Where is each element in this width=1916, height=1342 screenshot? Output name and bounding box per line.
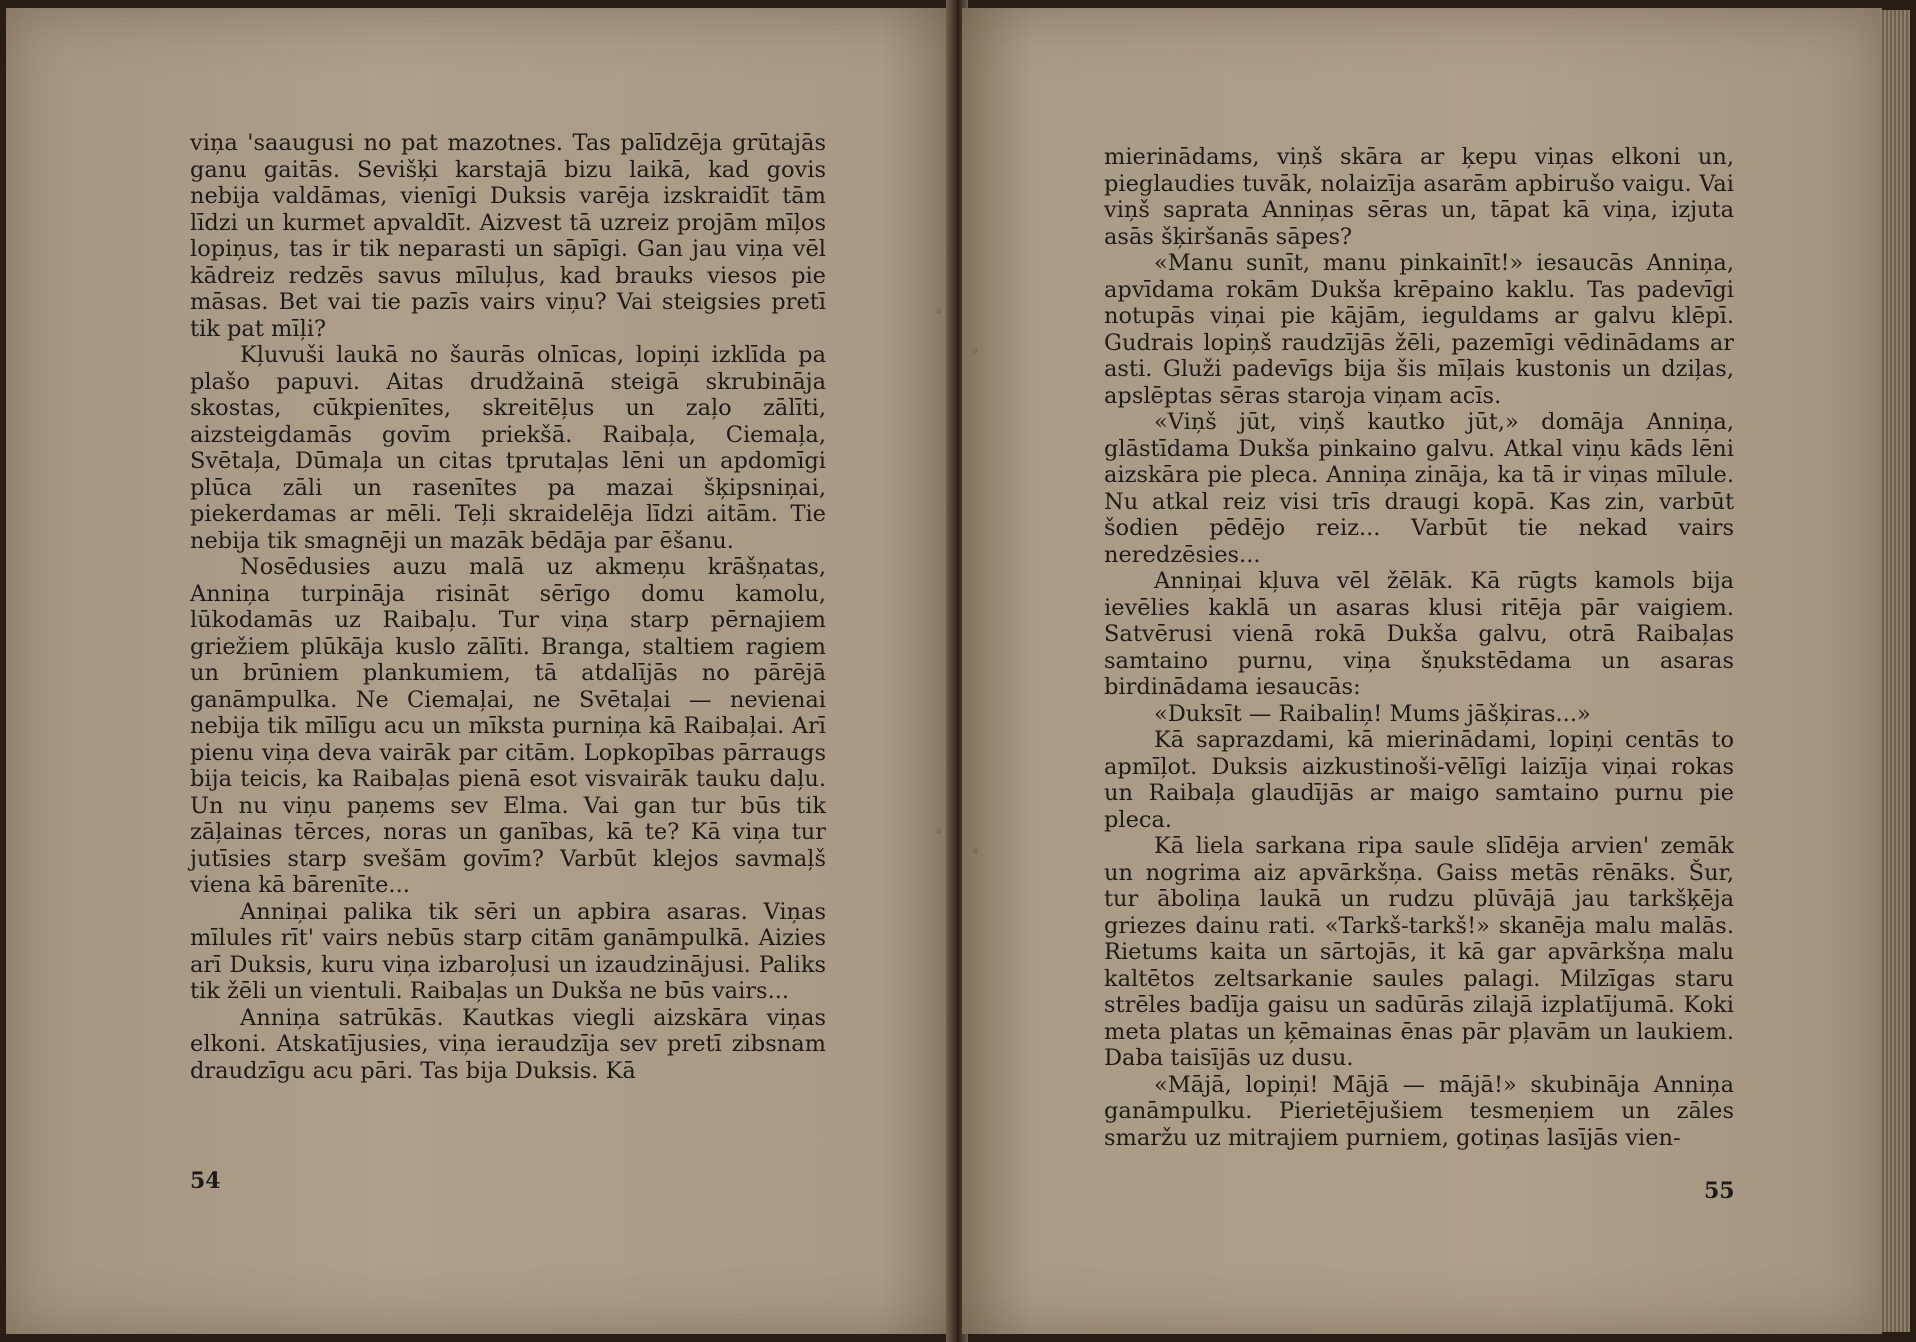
paragraph: «Viņš jūt, viņš kautko jūt,» domāja Anniņa, glāstīdama Dukša pinkaino galvu. Atkal viņu kāds lēni aizskāra pie pleca. Anniņa zināja, ka tā ir viņas mīlule. Nu atkal reiz visi trīs draugi kopā. Kas zin, varbūt šodien pēdējo reiz... Varbūt tie nekad vairs neredzēsies... [1104,409,1734,568]
right-page [962,8,1882,1334]
paragraph: Anniņa satrūkās. Kautkas viegli aizskāra viņas elkoni. Atskatījusies, viņa ieraudzīja sev pretī zibsnam draudzīgu acu pāri. Tas bija Duksis. Kā [190,1004,826,1084]
left-page-text [190,130,826,1084]
paragraph: Nosēdusies auzu malā uz akmeņu krāšņatas, Anniņa turpināja risināt sērīgo domu kamolu, lūkodamās uz Raibaļu. Tur viņa starp pērnajiem griežiem plūkāja kuslo zālīti. Branga, staltiem ragiem un brūniem plankumiem, tā atdalījās no pārējā ganāmpulka. Ne Ciemaļai, ne Svētaļai — nevienai nebija tik mīlīgu acu un mīksta purniņa kā Raibaļai. Arī pienu viņa deva vairāk par citām. Lopkopības pārraugs bija teicis, ka Raibaļas pienā esot visvairāk tauku daļu. Un nu viņu paņems sev Elma. Vai gan tur būs tik zāļainas tērces, noras un ganības, kā te? Kā viņa tur jutīsies starp svešām govīm? Varbūt klejos savmaļš viena kā bārenīte... [190,554,826,898]
paragraph: Kā saprazdami, kā mierinādami, lopiņi centās to apmīļot. Duksis aizkustinoši-vēlīgi laizīja viņai rokas un Raibaļa glaudījās ar maigo samtaino purnu pie pleca. [1104,727,1734,833]
paragraph: mierinādams, viņš skāra ar ķepu viņas elkoni un, pieglaudies tuvāk, nolaizīja asarām apbirušo vaigu. Vai viņš saprata Anniņas sēras un, tāpat kā viņa, izjuta asās šķiršanās sāpes? [1104,144,1734,250]
paragraph: «Manu sunīt, manu pinkainīt!» iesaucās Anniņa, apvīdama rokām Dukša krēpaino kaklu. Tas padevīgi notupās viņai pie kājām, ieguldams ar galvu klēpī. Gudrais lopiņš raudzījās žēli, pazemīgi vēdinādams ar asti. Gluži padevīgs bija šis mīļais kustonis un dziļas, apslēptas sēras staroja viņam acīs. [1104,250,1734,409]
binding-hole [972,848,978,854]
page-number: 54 [190,1168,221,1194]
paragraph: «Duksīt — Raibaliņ! Mums jāšķiras...» [1154,700,1591,727]
binding-hole [936,828,942,834]
left-page [6,8,956,1334]
right-page-text [1104,144,1734,1151]
paragraph: Anniņai palika tik sēri un apbira asaras. Viņas mīlules rīt' vairs nebūs starp citām ganāmpulkā. Aizies arī Duksis, kuru viņa izbaroļusi un izaudzinājusi. Paliks tik žēli un vientuli. Raibaļas un Dukša ne būs vairs... [190,898,826,1004]
paragraph: Kļuvuši laukā no šaurās olnīcas, lopiņi izklīda pa plašo papuvi. Aitas drudžainā steigā skrubināja skostas, cūkpienītes, skreitēļus un zaļo zālīti, aizsteigdamās govīm priekšā. Raibaļa, Ciemaļa, Svētaļa, Dūmaļa un citas tprutaļas lēni un apdomīgi plūca zāli un rasenītes pa mazai šķipsniņai, piekerdamas ar mēli. Teļi skraidelēja līdzi aitām. Tie nebija tik smagnēji un mazāk bēdāja par ēšanu. [190,342,826,554]
paragraph: viņa 'saaugusi no pat mazotnes. Tas palīdzēja grūtajās ganu gaitās. Sevišķi karstajā bizu laikā, kad govis nebija valdāmas, vienīgi Duksis varēja izskraidīt tām līdzi un kurmet apvaldīt. Aizvest tā uzreiz projām mīļos lopiņus, tas ir tik neparasti un sāpīgi. Gan jau viņa vēl kādreiz redzēs savus mīluļus, kad brauks viesos pie māsas. Bet vai tie pazīs vairs viņu? Vai steigsies pretī tik pat mīļi? [190,130,826,342]
binding-hole [972,348,978,354]
paragraph: Kā liela sarkana ripa saule slīdēja arvien' zemāk un nogrima aiz apvārkšņa. Gaiss metās rēnāks. Šur, tur āboliņa laukā un rudzu plūvājā jau tarkšķēja griezes dainu rati. «Tarkš-tarkš!» skanēja malu malās. Rietums kaita un sārtojās, it kā gar apvārkšņa malu kaltētos zeltsarkanie saules palagi. Milzīgas staru strēles badīja gaisu un sadūrās zilajā izplatījumā. Koki meta platas un ķēmainas ēnas pār pļavām un laukiem. Daba taisījās uz dusu. [1104,833,1734,1071]
binding-hole [936,308,942,314]
paragraph: Anniņai kļuva vēl žēlāk. Kā rūgts kamols bija ievēlies kaklā un asaras klusi ritēja pār vaigiem. Satvērusi vienā rokā Dukša galvu, otrā Raibaļas samtaino purnu, viņa šņukstēdama un asaras birdinādama iesaucās: [1104,568,1734,700]
paragraph: «Mājā, lopiņi! Mājā — mājā!» skubināja Anniņa ganāmpulku. Pierietējušiem tesmeņiem un zāles smaržu uz mitrajiem purniem, gotiņas lasījās vien- [1104,1071,1734,1151]
page-number: 55 [1704,1178,1735,1204]
page-edges [1880,10,1910,1332]
